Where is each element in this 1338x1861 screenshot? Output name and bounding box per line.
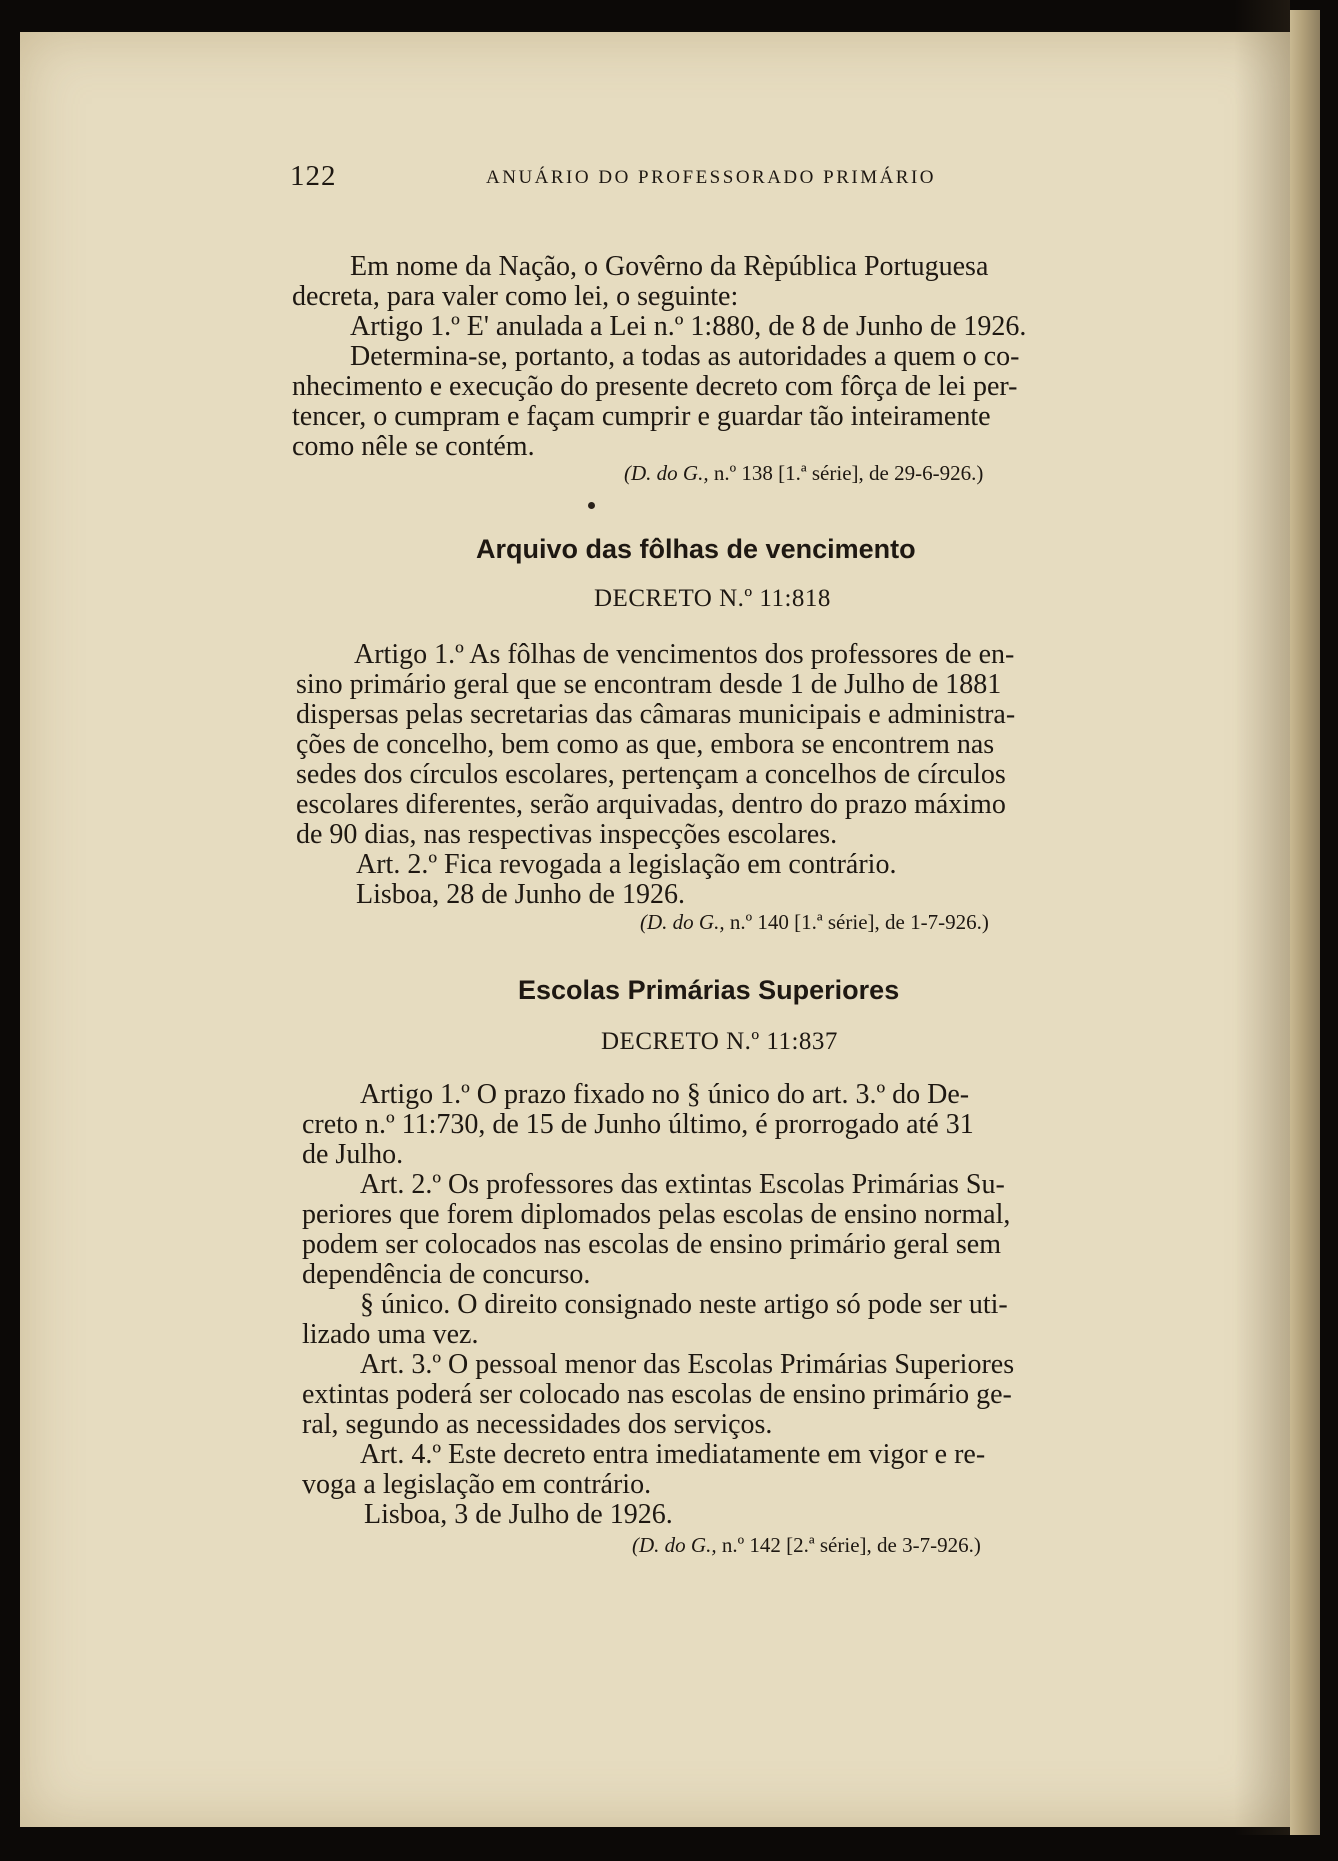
body-line: podem ser colocados nas escolas de ensino primário geral sem bbox=[302, 1229, 1002, 1260]
citation-detail: n.º 138 [1.ª série], de 29-6-926.) bbox=[713, 461, 984, 485]
citation-source: (D. do G., bbox=[640, 910, 725, 934]
body-line: Artigo 1.º O prazo fixado no § único do art. 3.º do De- bbox=[360, 1079, 970, 1110]
body-line: Art. 2.º Fica revogada a legislação em contrário. bbox=[356, 849, 897, 880]
body-line: § único. O direito consignado neste artigo só pode ser uti- bbox=[360, 1289, 1008, 1320]
decree-number: DECRETO N.º 11:818 bbox=[594, 585, 831, 612]
page-edge bbox=[1290, 10, 1320, 1835]
citation bbox=[640, 910, 989, 935]
body-line: lizado uma vez. bbox=[302, 1319, 479, 1350]
body-line: sino primário geral que se encontram desde 1 de Julho de 1881 bbox=[296, 669, 1002, 700]
body-line: dispersas pelas secretarias das câmaras municipais e administra- bbox=[296, 699, 1016, 730]
citation-detail: n.º 140 [1.ª série], de 1-7-926.) bbox=[729, 910, 989, 934]
body-line: voga a legislação em contrário. bbox=[302, 1469, 652, 1500]
body-line: como nêle se contém. bbox=[292, 431, 535, 462]
body-line: Art. 3.º O pessoal menor das Escolas Primárias Superiores bbox=[360, 1349, 1015, 1380]
body-line: Art. 4.º Este decreto entra imediatamente em vigor e re- bbox=[360, 1439, 986, 1470]
body-line: ções de concelho, bem como as que, embora se encontrem nas bbox=[296, 729, 995, 760]
body-line: Artigo 1.º E' anulada a Lei n.º 1:880, de 8 de Junho de 1926. bbox=[350, 311, 1027, 342]
body-line: Lisboa, 3 de Julho de 1926. bbox=[364, 1499, 673, 1530]
body-line: Lisboa, 28 de Junho de 1926. bbox=[356, 879, 685, 910]
decree-number: DECRETO N.º 11:837 bbox=[601, 1028, 838, 1055]
body-line: extintas poderá ser colocado nas escolas de ensino primário ge- bbox=[302, 1379, 1012, 1410]
body-line: Determina-se, portanto, a todas as autoridades a quem o co- bbox=[350, 341, 1020, 372]
citation-source: (D. do G., bbox=[632, 1533, 717, 1557]
body-line: Art. 2.º Os professores das extintas Escolas Primárias Su- bbox=[360, 1169, 1005, 1200]
body-line: de Julho. bbox=[302, 1139, 404, 1170]
body-line: decreta, para valer como lei, o seguinte: bbox=[292, 281, 739, 312]
body-line: creto n.º 11:730, de 15 de Junho último, é prorrogado até 31 bbox=[302, 1109, 974, 1140]
body-line: escolares diferentes, serão arquivadas, dentro do prazo máximo bbox=[296, 789, 1006, 820]
body-line: de 90 dias, nas respectivas inspecções escolares. bbox=[296, 819, 838, 850]
citation bbox=[624, 461, 983, 486]
body-line: Artigo 1.º As fôlhas de vencimentos dos professores de en- bbox=[354, 639, 1015, 670]
body-line: periores que forem diplomados pelas escolas de ensino normal, bbox=[302, 1199, 1011, 1230]
body-line: dependência de concurso. bbox=[302, 1259, 591, 1290]
body-line: Em nome da Nação, o Govêrno da Rèpública Portuguesa bbox=[350, 251, 989, 282]
separator-dot bbox=[588, 502, 595, 509]
body-line: ral, segundo as necessidades dos serviços. bbox=[302, 1409, 773, 1440]
section-heading: Arquivo das fôlhas de vencimento bbox=[476, 534, 916, 564]
page-number: 122 bbox=[290, 160, 337, 192]
body-line: nhecimento e execução do presente decreto com fôrça de lei per- bbox=[292, 371, 1018, 402]
body-line: sedes dos círculos escolares, pertençam a concelhos de círculos bbox=[296, 759, 1006, 790]
page-shadow bbox=[1234, 0, 1290, 1835]
running-title: ANUÁRIO DO PROFESSORADO PRIMÁRIO bbox=[486, 167, 937, 188]
body-line: tencer, o cumpram e façam cumprir e guardar tão inteiramente bbox=[292, 401, 991, 432]
section-heading: Escolas Primárias Superiores bbox=[518, 975, 900, 1005]
citation-detail: n.º 142 [2.ª série], de 3-7-926.) bbox=[721, 1533, 981, 1557]
citation-source: (D. do G., bbox=[624, 461, 709, 485]
citation bbox=[632, 1533, 981, 1558]
